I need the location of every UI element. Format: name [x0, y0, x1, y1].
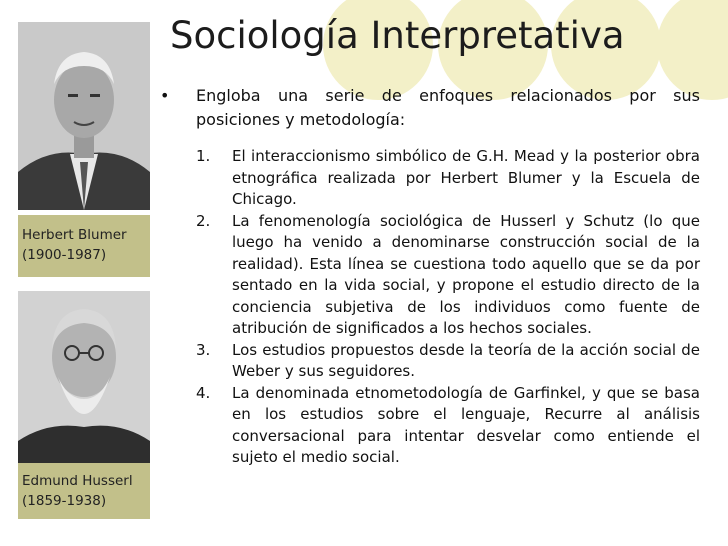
item-text: Los estudios propuestos desde la teoría de la acción social de Weber y sus seguidores. [232, 340, 700, 380]
item-number: 3. [196, 340, 211, 359]
item-number: 2. [196, 211, 211, 230]
item-text: La fenomenología sociológica de Husserl y Schutz (lo que luego ha venido a denominarse construcción social de la realidad). Esta línea se cuestiona todo aquello que se da por sentado en la vida social, y propone el estudio directo de la conciencia subjetiva de los individuos como fuente de atribución de significados a los hechos sociales. [232, 211, 700, 337]
person-name: Herbert Blumer [22, 227, 127, 243]
bullet-text: Engloba una serie de enfoques relacionados por sus posiciones y metodología: [196, 86, 700, 129]
person-name: Edmund Husserl [22, 473, 133, 489]
caption-edmund-husserl [18, 463, 150, 519]
portrait-edmund-husserl [18, 291, 150, 463]
numbered-list [196, 146, 700, 469]
item-number: 4. [196, 383, 211, 402]
main-bullet [160, 84, 700, 132]
portrait-image [18, 291, 150, 463]
person-years: (1859-1938) [22, 493, 107, 509]
list-item [196, 146, 700, 211]
person-years: (1900-1987) [22, 247, 107, 263]
portrait-herbert-blumer [18, 22, 150, 210]
item-text: El interaccionismo simbólico de G.H. Mead y la posterior obra etnográfica realizada por Herbert Blumer y la Escuela de Chicago. [232, 147, 700, 208]
slide-body [160, 84, 700, 469]
slide-title: Sociología Interpretativa [170, 14, 625, 57]
list-item [196, 340, 700, 383]
caption-herbert-blumer [18, 215, 150, 277]
bullet-icon: • [160, 86, 170, 105]
portrait-image [18, 22, 150, 210]
list-item [196, 211, 700, 340]
list-item [196, 383, 700, 469]
item-number: 1. [196, 147, 211, 165]
item-text: La denominada etnometodología de Garfinkel, y que se basa en los estudios sobre el lenguaje, Recurre al análisis conversacional para intentar desvelar como entiende el sujeto el medio social. [232, 383, 700, 466]
